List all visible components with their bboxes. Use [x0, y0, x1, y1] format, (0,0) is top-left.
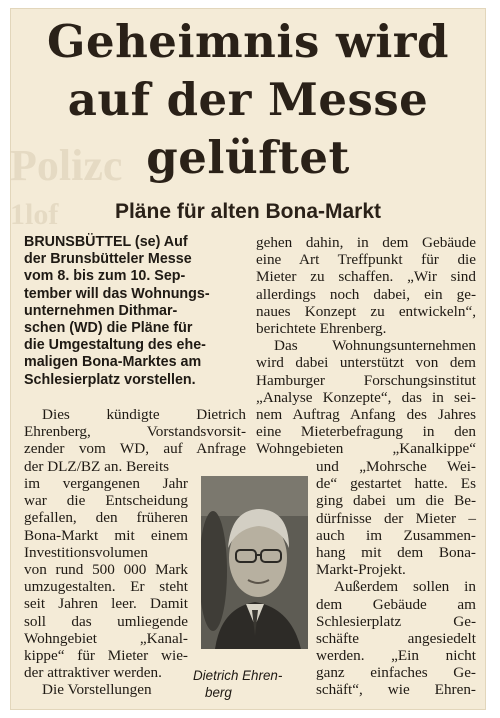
- body-line: von rund 500 000 Mark: [24, 560, 188, 578]
- body-line: eine Art Treffpunkt für die: [256, 251, 476, 269]
- right-body-column-narrow: [316, 458, 476, 699]
- body-line: Bona-Markt mit einem: [24, 526, 188, 544]
- body-line: eine Mieterbefragung in den: [256, 423, 476, 441]
- lead-line: Schlesierplatz vorstellen.: [24, 371, 196, 388]
- body-line: dem Gebäude am: [316, 595, 476, 613]
- body-line: und „Mohrsche Wei-: [316, 458, 476, 475]
- lead-line: der Brunsbütteler Messe: [24, 251, 192, 268]
- body-line: ganz einfaches Ge-: [316, 664, 476, 682]
- body-line: Wohngebieten „Kanalkippe“: [256, 440, 476, 458]
- headline-line-3: gelüftet: [146, 131, 350, 184]
- body-line: gehen dahin, in dem Gebäude: [256, 234, 476, 251]
- body-line: zender vom WD, auf Anfrage: [24, 440, 246, 458]
- body-line: umzugestalten. Er steht: [24, 578, 188, 596]
- lead-line: schen (WD) die Pläne für: [24, 319, 193, 336]
- body-line: schäft“, wie Ehren-: [316, 681, 476, 699]
- body-line: Mieter zu schaffen. „Wir sind: [256, 268, 476, 286]
- body-line: nem Auftrag Anfang des Jahres: [256, 405, 476, 423]
- body-line: Die Vorstellungen: [42, 681, 152, 699]
- lead-line: maligen Bona-Marktes am: [24, 354, 202, 371]
- right-body-column: [256, 234, 476, 457]
- body-line: allerdings noch dabei, ein ge-: [256, 285, 476, 303]
- subheadline: Pläne für alten Bona-Markt: [114, 200, 382, 223]
- headline-line-2: auf der Messe: [67, 73, 429, 126]
- body-line: Hamburger Forschungsinstitut: [256, 371, 476, 389]
- body-line: soll das umliegende: [24, 612, 188, 630]
- caption-line-2: berg: [205, 685, 232, 701]
- left-body-column: [24, 406, 246, 475]
- body-line: Schlesierplatz Ge-: [316, 612, 476, 630]
- lead-paragraph: [24, 234, 246, 389]
- body-line: der DLZ/BZ an. Bereits: [24, 457, 170, 475]
- newspaper-clipping: [10, 8, 486, 710]
- body-line: schäfte angesiedelt: [316, 629, 476, 647]
- body-line: berichtete Ehrenberg.: [256, 319, 387, 337]
- body-line: Investitionsvolumen: [24, 543, 149, 561]
- body-line: dürfnisse der Mieter –: [316, 509, 476, 527]
- lead-line: tember will das Wohnungs-: [24, 285, 210, 302]
- body-line: hang mit dem Bona-: [316, 543, 476, 561]
- body-line: Markt-Projekt.: [316, 561, 406, 579]
- body-line: war die Entscheidung: [24, 492, 188, 510]
- portrait-photo: [201, 476, 308, 649]
- lead-line: die Umgestaltung des ehe-: [24, 337, 206, 354]
- body-line: werden. „Ein nicht: [316, 647, 476, 665]
- lead-line: vom 8. bis zum 10. Sep-: [24, 268, 186, 285]
- body-line: „Analyse Konzepte“, das in sei-: [256, 388, 476, 406]
- body-line: naues Konzept zu entwickeln“,: [256, 302, 476, 320]
- body-line: Das Wohnungsunternehmen: [274, 337, 476, 355]
- body-line: Wohngebiet „Kanal-: [24, 629, 188, 647]
- body-line: der attraktiver werden.: [24, 664, 162, 682]
- lead-line: BRUNSBÜTTEL (se) Auf: [24, 234, 188, 250]
- headline-line-1: Geheimnis wird: [47, 15, 449, 68]
- photo-caption: [193, 667, 313, 701]
- body-line: wird dabei unterstützt von dem: [256, 354, 476, 372]
- caption-line-1: Dietrich Ehren-: [193, 668, 283, 683]
- body-line: im vergangenen Jahr: [24, 475, 188, 492]
- body-line: Ehrenberg, Vorstandsvorsit-: [24, 423, 246, 441]
- body-line: Dies kündigte Dietrich: [42, 406, 246, 423]
- body-line: seit Jahren leer. Damit: [24, 595, 188, 613]
- body-line: kippe“ für Mieter wie-: [24, 646, 188, 664]
- body-line: de“ gestartet hatte. Es: [316, 475, 476, 493]
- body-line: ging dabei um die Be-: [316, 492, 476, 510]
- bleed-through-text: 1lof: [10, 198, 59, 231]
- body-line: gefallen, den früheren: [24, 509, 188, 527]
- body-line: Außerdem sollen in: [334, 578, 476, 596]
- left-body-column-narrow: [24, 475, 188, 698]
- body-line: auch im Zusammen-: [316, 526, 476, 544]
- lead-line: unternehmen Dithmar-: [24, 302, 178, 319]
- portrait-illustration: [201, 476, 308, 649]
- bleed-through-text: Polizc: [10, 141, 123, 190]
